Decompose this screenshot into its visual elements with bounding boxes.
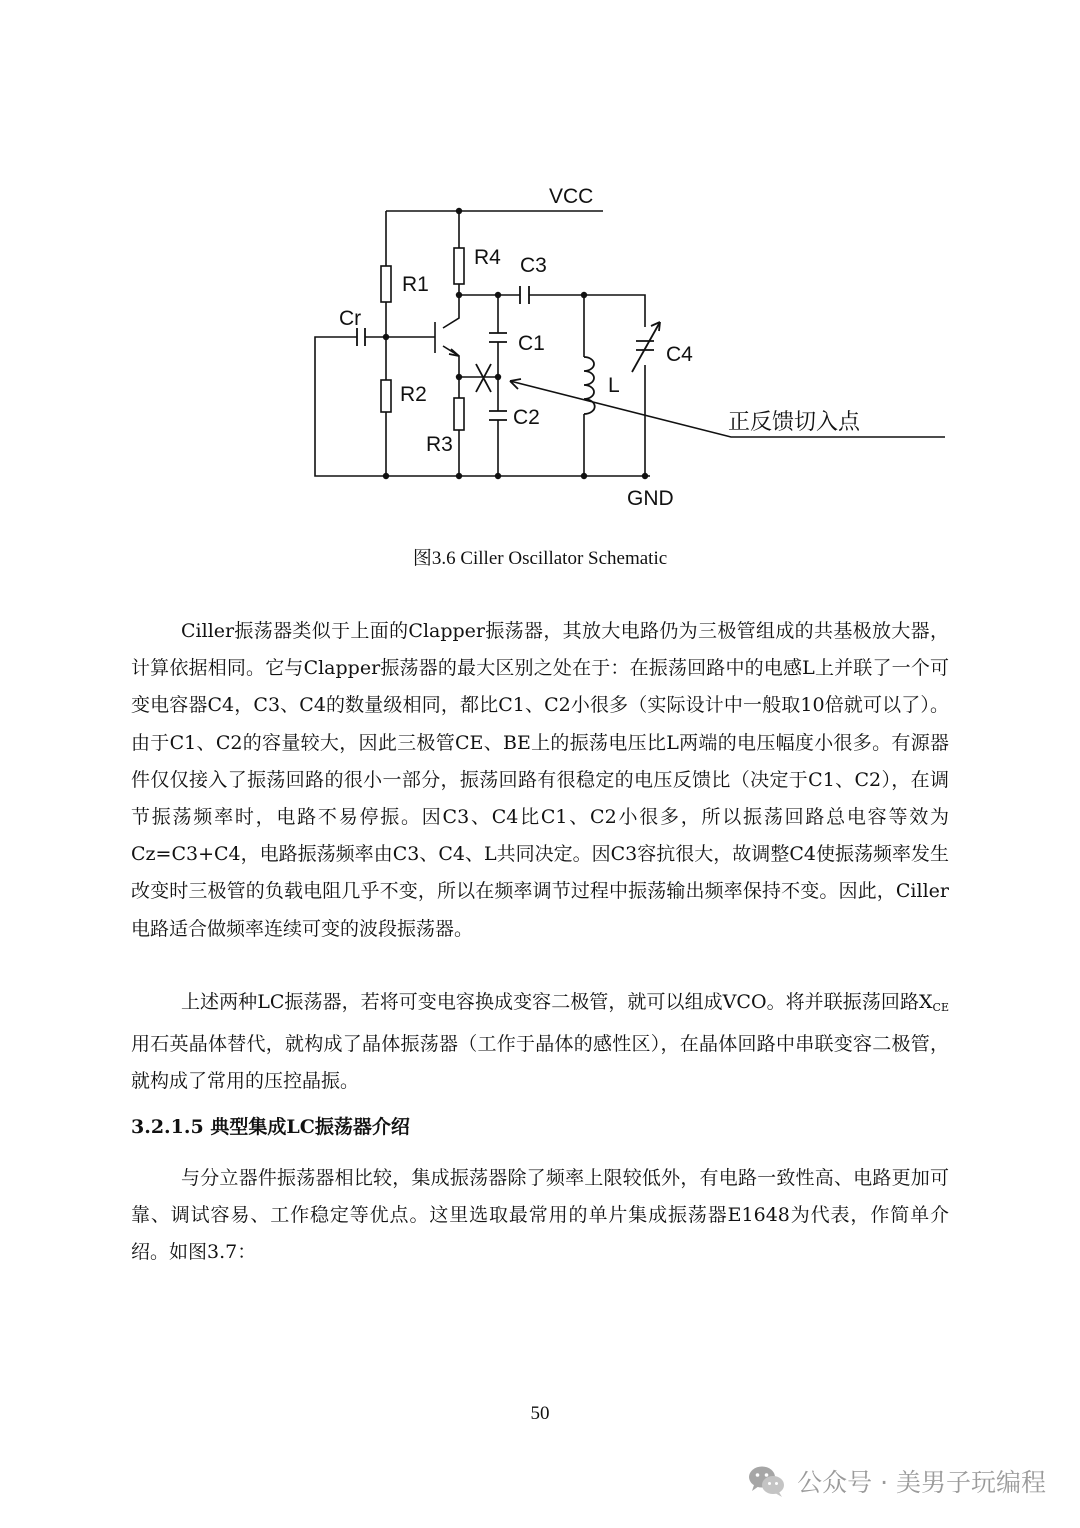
capacitor-cr (357, 328, 365, 346)
label-c1: C1 (518, 332, 545, 355)
watermark-text: 公众号 · 美男子玩编程 (797, 1468, 1046, 1497)
capacitor-c2 (489, 411, 507, 420)
paragraph-vco-subscript: CE (932, 1001, 949, 1014)
label-feedback-point: 正反馈切入点 (728, 410, 861, 435)
circuit-wires (315, 211, 945, 476)
label-c3: C3 (520, 254, 547, 277)
resistor-r3 (454, 398, 464, 430)
label-vcc: VCC (549, 185, 594, 208)
label-r1: R1 (402, 273, 429, 296)
page-number: 50 (530, 1403, 550, 1424)
feedback-cross (476, 364, 491, 392)
capacitor-c3 (520, 286, 529, 304)
label-c2: C2 (513, 406, 540, 429)
paragraph-vco (131, 984, 949, 1101)
label-r4: R4 (474, 246, 501, 269)
label-r3: R3 (426, 433, 453, 456)
resistor-r2 (381, 380, 391, 412)
label-c4: C4 (666, 343, 693, 366)
paragraph-integrated: 与分立器件振荡器相比较，集成振荡器除了频率上限较低外，有电路一致性高、电路更加可靠、调试容易、工作稳定等优点。这里选取最常用的单片集成振荡器E1648为代表，作简单介绍。如图3.7： (131, 1167, 949, 1264)
paragraph-ciller: Ciller振荡器类似于上面的Clapper振荡器，其放大电路仍为三极管组成的共基极放大器，计算依据相同。它与Clapper振荡器的最大区别之处在于：在振荡回路中的电感L上并联了一个可变电容器C4，C3、C4的数量级相同，都比C1、C2小很多（实际设计中一般取10倍就可以了）。由于C1、C2的容量较大，因此三极管CE、BE上的振荡电压比L两端的电压幅度小很多。有源器件仅仅接入了振荡回路的很小一部分，振荡回路有很稳定的电压反馈比（决定于C1、C2），在调节振荡频率时，电路不易停振。因C3、C4比C1、C2小很多，所以振荡回路总电容等效为Cz=C3+C4，电路振荡频率由C3、C4、L共同决定。因C3容抗很大，故调整C4使振荡频率发生改变时三极管的负载电阻几乎不变，所以在频率调节过程中振荡输出频率保持不变。因此，Ciller电路适合做频率连续可变的波段振荡器。 (131, 620, 949, 940)
label-r2: R2 (400, 383, 427, 406)
wechat-icon (747, 1464, 787, 1498)
junction-dots (383, 208, 648, 479)
label-l: L (608, 374, 620, 397)
resistor-r4 (454, 248, 464, 284)
resistor-r1 (381, 266, 391, 302)
section-heading: 3.2.1.5 典型集成LC振荡器介绍 (131, 1116, 410, 1138)
capacitor-c4-arrow (632, 322, 660, 372)
watermark (747, 1463, 1046, 1499)
capacitor-c1 (489, 333, 507, 342)
paragraph-vco-text-a: 上述两种LC振荡器，若将可变电容换成变容二极管，就可以组成VCO。将并联振荡回路X (181, 991, 933, 1013)
label-gnd: GND (627, 487, 674, 510)
paragraph-vco-text-b: 用石英晶体替代，就构成了晶体振荡器（工作于晶体的感性区），在晶体回路中串联变容二极管，就构成了常用的压控晶振。 (131, 1033, 949, 1093)
inductor-l (584, 357, 595, 414)
label-cr: Cr (339, 307, 362, 330)
oscillator-schematic (0, 0, 1080, 540)
figure-caption: 图3.6 Ciller Oscillator Schematic (412, 548, 668, 569)
